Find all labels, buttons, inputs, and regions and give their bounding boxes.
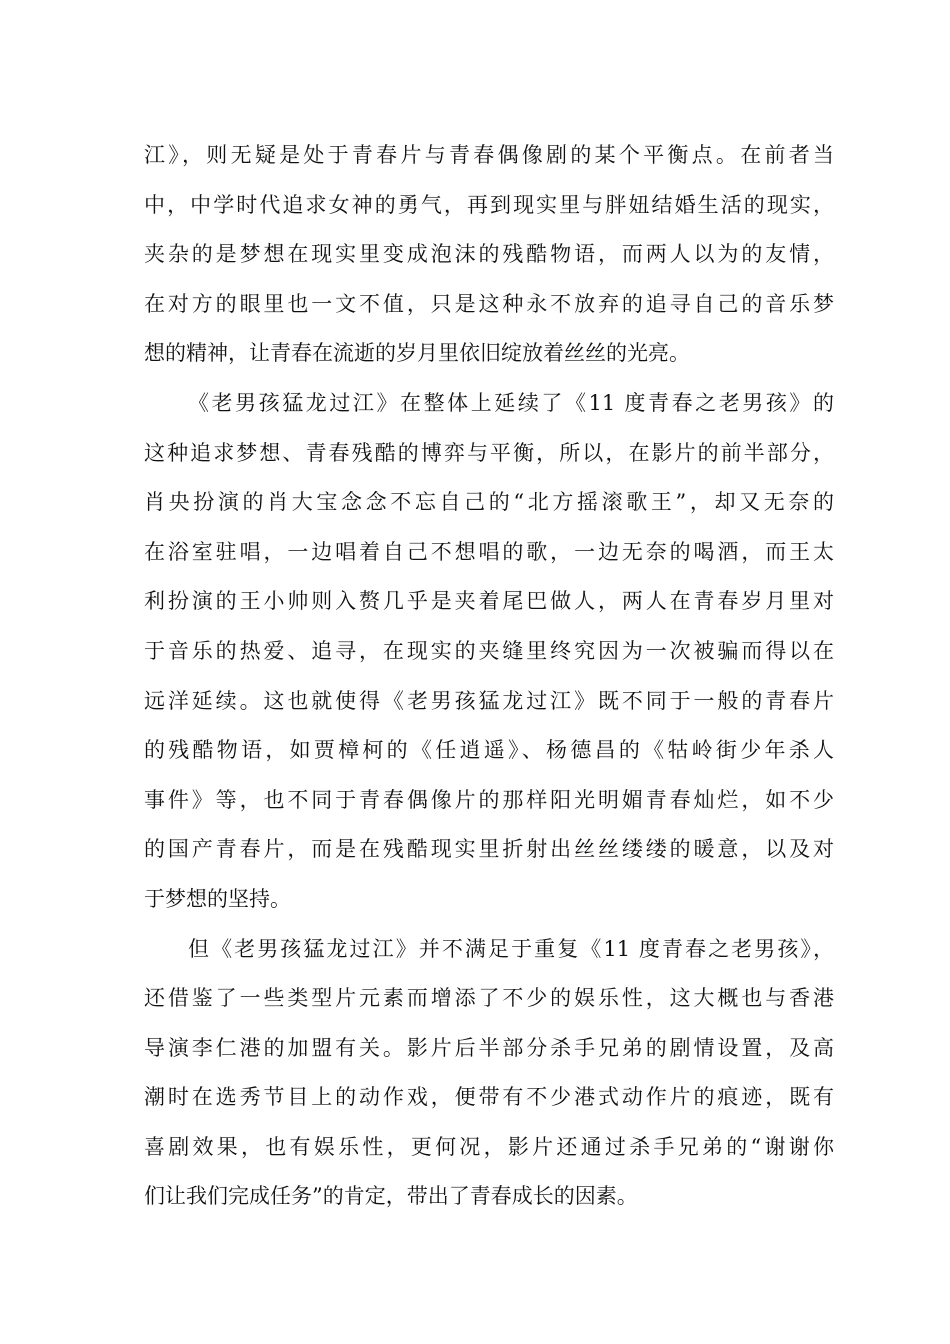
text-line: 远洋延续。这也就使得《老男孩猛龙过江》既不同于一般的青春片 [144,688,834,713]
text-line: 中，中学时代追求女神的勇气，再到现实里与胖妞结婚生活的现实， [144,192,834,217]
text-line: 在浴室驻唱，一边唱着自己不想唱的歌，一边无奈的喝酒，而王太 [144,539,834,564]
text-line: 的残酷物语，如贾樟柯的《任逍遥》、杨德昌的《牯岭街少年杀人 [144,738,834,763]
text-line: 的国产青春片，而是在残酷现实里折射出丝丝缕缕的暖意，以及对 [144,837,834,862]
text-line: 夹杂的是梦想在现实里变成泡沫的残酷物语，而两人以为的友情， [144,242,834,267]
text-line: 肖央扮演的肖大宝念念不忘自己的“北方摇滚歌王”，却又无奈的 [144,490,834,515]
text-line: 们让我们完成任务”的肯定，带出了青春成长的因素。 [144,1184,638,1209]
paragraph-2 [144,379,834,925]
text-line: 但《老男孩猛龙过江》并不满足于重复《11 度青春之老男孩》， [188,936,834,961]
text-line: 想的精神，让青春在流逝的岁月里依旧绽放着丝丝的光亮。 [144,341,690,366]
text-line: 这种追求梦想、青春残酷的博弈与平衡，所以，在影片的前半部分， [144,440,834,465]
text-line: 还借鉴了一些类型片元素而增添了不少的娱乐性，这大概也与香港 [144,986,834,1011]
paragraph-3 [144,925,834,1223]
document-body [144,131,834,1222]
paragraph-1 [144,131,834,379]
text-line: 江》，则无疑是处于青春片与青春偶像剧的某个平衡点。在前者当 [144,143,834,167]
text-line: 喜剧效果，也有娱乐性，更何况，影片还通过杀手兄弟的“谢谢你 [144,1134,834,1159]
text-line: 导演李仁港的加盟有关。影片后半部分杀手兄弟的剧情设置，及高 [144,1035,834,1060]
text-line: 于梦想的坚持。 [144,886,291,911]
text-line: 潮时在选秀节目上的动作戏，便带有不少港式动作片的痕迹，既有 [144,1085,834,1110]
text-line: 于音乐的热爱、追寻，在现实的夹缝里终究因为一次被骗而得以在 [144,638,834,663]
text-line: 利扮演的王小帅则入赘几乎是夹着尾巴做人，两人在青春岁月里对 [144,589,834,614]
text-line: 事件》等，也不同于青春偶像片的那样阳光明媚青春灿烂，如不少 [144,787,834,812]
text-line: 在对方的眼里也一文不值，只是这种永不放弃的追寻自己的音乐梦 [144,291,834,316]
text-line: 《老男孩猛龙过江》在整体上延续了《11 度青春之老男孩》的 [188,390,834,415]
